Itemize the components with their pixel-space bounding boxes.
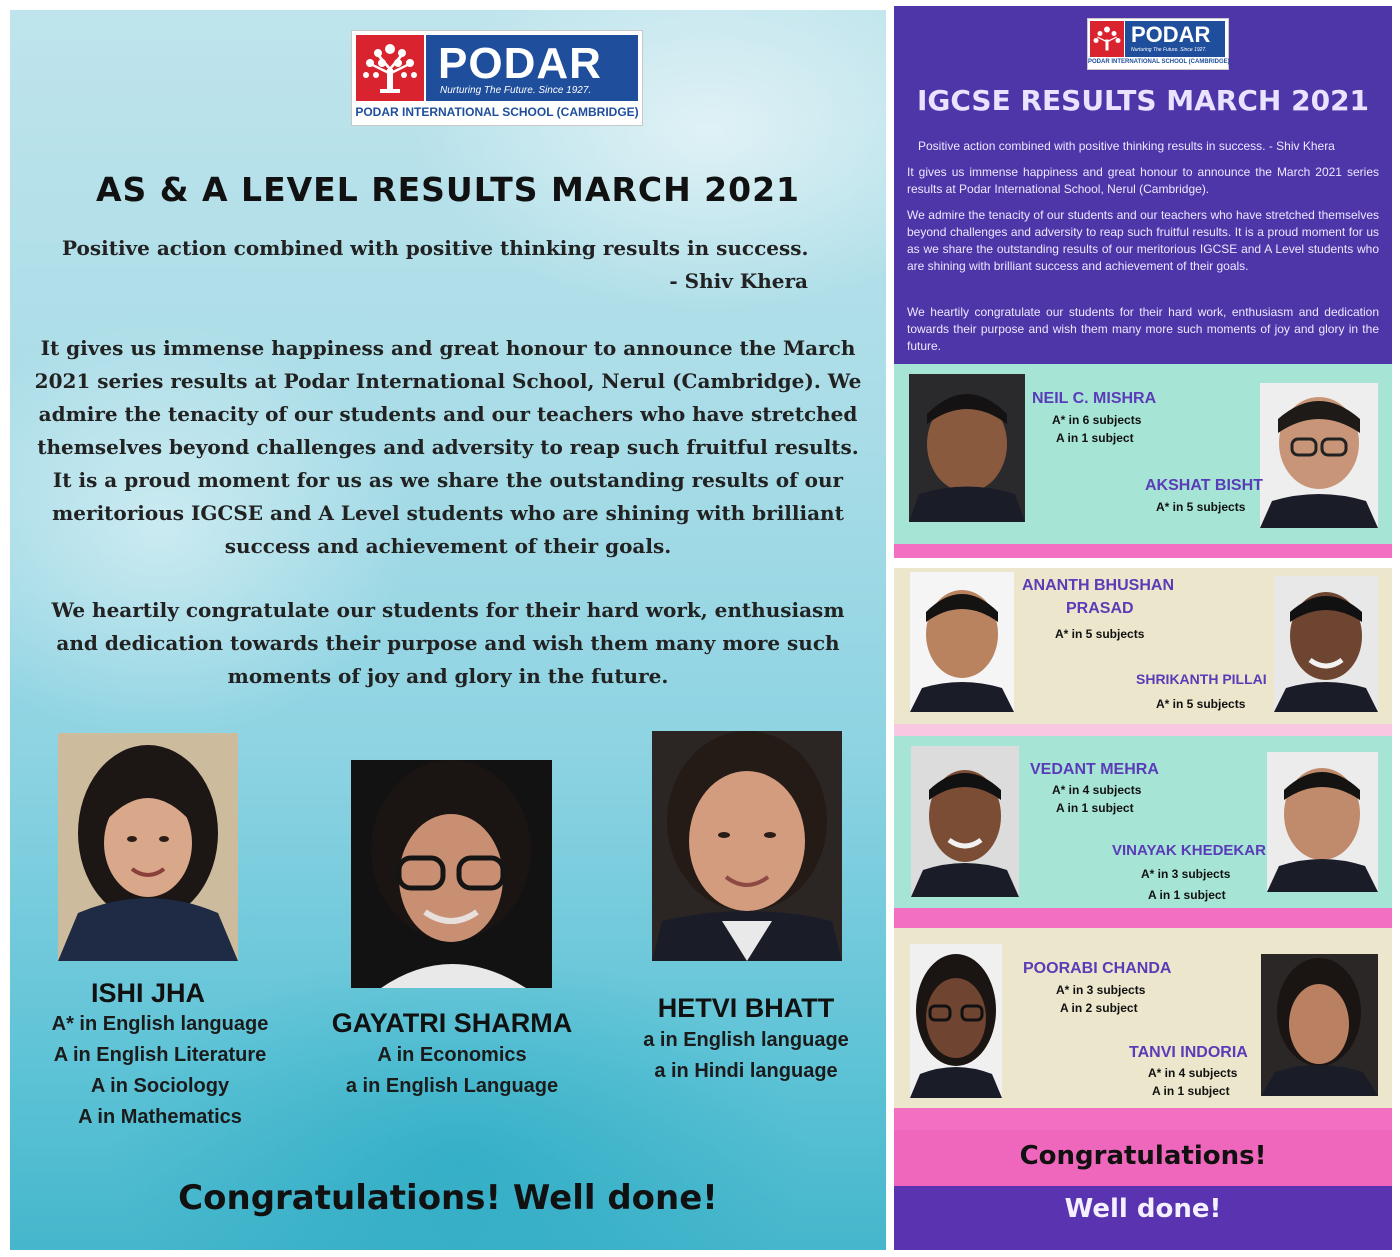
pink-stripe <box>894 908 1392 928</box>
student-result: A* in 3 subjects <box>1141 867 1231 881</box>
student-result: A in English Literature <box>53 1044 267 1066</box>
logo-school-name: PODAR INTERNATIONAL SCHOOL (CAMBRIDGE) <box>355 105 639 119</box>
igcse-results-poster <box>894 6 1392 1250</box>
student-photo-shrikanth-pillai <box>1274 576 1378 712</box>
student-photo-vinayak-khedekar <box>1267 752 1378 892</box>
tree-icon <box>356 35 424 101</box>
poster-title: IGCSE RESULTS MARCH 2021 <box>916 84 1370 117</box>
quote-author: - Shiv Khera <box>669 269 808 293</box>
logo-brand: PODAR <box>1131 22 1211 47</box>
student-photo-akshat-bisht <box>1260 383 1378 528</box>
panel-gap <box>894 724 1392 736</box>
pink-stripe <box>894 544 1392 558</box>
admiration-paragraph: We admire the tenacity of our students and our teachers who have stretched themselves beyond challenges and adversity to reap such fruitful results. It is a proud moment for us as we share the outstanding results of our meritorious IGCSE and A Level students who are shining with brilliant success and achievement of their goals. <box>907 208 1379 273</box>
panel-gap <box>894 558 1392 568</box>
student-result: A in 1 subject <box>1148 888 1226 902</box>
student-photo-ishi-jha <box>58 733 238 961</box>
student-name: VEDANT MEHRA <box>1030 761 1159 778</box>
logo-tagline: Nurturing The Future. Since 1927. <box>1131 47 1207 53</box>
congratulation-paragraph: We heartily congratulate our students for their hard work, enthusiasm and dedication towards their purpose and wish them many more such moments of joy and glory in the future. <box>907 305 1379 353</box>
student-photo-poorabi-chanda <box>910 944 1002 1098</box>
logo-tagline: Nurturing The Future. Since 1927. <box>440 85 592 96</box>
student-photo-ananth-bhushan-prasad <box>910 572 1014 712</box>
student-name: ISHI JHA <box>90 978 206 1008</box>
well-done-text: Well done! <box>1064 1194 1222 1224</box>
as-a-level-results-poster <box>10 10 886 1250</box>
announcement-paragraph: It gives us immense happiness and great honour to announce the March 2021 series results at Podar International School, Nerul (Cambridge). We admire the tenacity of our students and our teachers who have stretched themselves beyond challenges and adversity to reap such fruitful results. It is a proud moment for us as we share the outstanding results of our meritorious IGCSE and A Level students who are shining with brilliant success and achievement of their goals. <box>34 336 862 558</box>
announcement-paragraph: It gives us immense happiness and great honour to announce the March 2021 series results at Podar International School, Nerul (Cambridge). <box>907 165 1379 196</box>
student-name: SHRIKANTH PILLAI <box>1136 671 1267 687</box>
student-result: a in English language <box>643 1029 849 1051</box>
podar-logo <box>351 30 643 126</box>
quote: Positive action combined with positive thinking results in success. - Shiv Khera <box>918 139 1335 153</box>
congratulation-paragraph: We heartily congratulate our students for their hard work, enthusiasm and dedication towards their purpose and wish them many more such moments of joy and glory in the future. <box>51 598 845 688</box>
student-result: A in 2 subject <box>1060 1001 1138 1015</box>
student-result: A* in 4 subjects <box>1148 1066 1238 1080</box>
student-name: HETVI BHATT <box>657 993 835 1023</box>
student-result: A in 1 subject <box>1056 801 1134 815</box>
student-result: A* in 5 subjects <box>1055 627 1145 641</box>
student-name: POORABI CHANDA <box>1023 960 1172 977</box>
pink-stripe <box>894 1108 1392 1130</box>
student-name: VINAYAK KHEDEKAR <box>1112 842 1266 859</box>
student-photo-tanvi-indoria <box>1261 954 1378 1096</box>
student-photo-hetvi-bhatt <box>652 731 842 961</box>
student-photo-neil-mishra <box>909 374 1025 522</box>
logo-blue-block <box>426 35 638 101</box>
student-result: A* in English language <box>51 1013 269 1035</box>
student-name: ANANTH BHUSHAN <box>1022 577 1174 594</box>
logo-blue-block <box>1125 21 1225 57</box>
poster-title: AS & A LEVEL RESULTS MARCH 2021 <box>95 170 801 209</box>
student-name: GAYATRI SHARMA <box>331 1008 573 1038</box>
logo-school-name: PODAR INTERNATIONAL SCHOOL (CAMBRIDGE) <box>1088 59 1230 65</box>
student-result: A* in 4 subjects <box>1052 783 1142 797</box>
student-name-line2: PRASAD <box>1066 600 1134 617</box>
quote: Positive action combined with positive thinking results in success. <box>62 236 809 260</box>
congratulations-banner: Congratulations! Well done! <box>178 1178 718 1218</box>
tree-icon <box>1090 21 1124 57</box>
student-result: A in Economics <box>377 1044 527 1066</box>
student-name: NEIL C. MISHRA <box>1032 390 1157 407</box>
student-result: a in Hindi language <box>654 1060 838 1082</box>
student-result: A in 1 subject <box>1152 1084 1230 1098</box>
logo-brand: PODAR <box>438 39 602 88</box>
student-result: A in Mathematics <box>78 1106 242 1128</box>
student-name: AKSHAT BISHT <box>1145 477 1263 494</box>
student-result: A* in 5 subjects <box>1156 500 1246 514</box>
student-result: A in 1 subject <box>1056 431 1134 445</box>
congratulations-text: Congratulations! <box>1019 1141 1267 1171</box>
student-result: A* in 6 subjects <box>1052 413 1142 427</box>
student-photo-gayatri-sharma <box>351 760 552 988</box>
student-result: A in Sociology <box>90 1075 230 1097</box>
student-photo-vedant-mehra <box>911 746 1019 897</box>
podar-logo <box>1087 18 1229 70</box>
student-result: A* in 5 subjects <box>1156 697 1246 711</box>
student-result: A* in 3 subjects <box>1056 983 1146 997</box>
student-result: a in English Language <box>345 1075 559 1097</box>
student-name: TANVI INDORIA <box>1129 1044 1248 1061</box>
